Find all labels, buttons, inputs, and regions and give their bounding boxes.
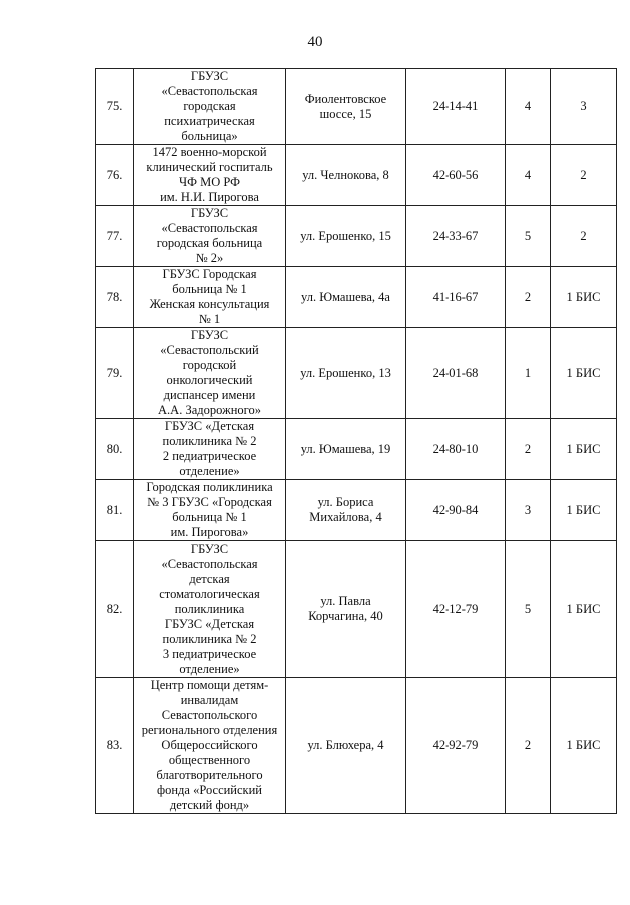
row-number: 76. xyxy=(96,145,134,206)
address: Фиолентовское шоссе, 15 xyxy=(286,69,406,145)
count-column-6: 1 БИС xyxy=(551,328,617,419)
count-column-6: 1 БИС xyxy=(551,419,617,480)
phone-number: 24-33-67 xyxy=(406,206,506,267)
count-column-5: 5 xyxy=(506,206,551,267)
phone-number: 41-16-67 xyxy=(406,267,506,328)
organization-name: ГБУЗС «Севастопольская городская психиатрическая больница» xyxy=(134,69,286,145)
organization-name: ГБУЗС «Севастопольская городская больница № 2» xyxy=(134,206,286,267)
table-row xyxy=(96,678,617,814)
count-column-5: 1 xyxy=(506,328,551,419)
count-column-5: 2 xyxy=(506,678,551,814)
count-column-5: 4 xyxy=(506,69,551,145)
organization-name: 1472 военно-морской клинический госпиталь ЧФ МО РФ им. Н.И. Пирогова xyxy=(134,145,286,206)
phone-number: 24-14-41 xyxy=(406,69,506,145)
row-number: 82. xyxy=(96,541,134,678)
count-column-5: 5 xyxy=(506,541,551,678)
row-number: 80. xyxy=(96,419,134,480)
organization-name: ГБУЗС «Детская поликлиника № 2 2 педиатрическое отделение» xyxy=(134,419,286,480)
table-row xyxy=(96,480,617,541)
count-column-6: 1 БИС xyxy=(551,267,617,328)
count-column-6: 2 xyxy=(551,145,617,206)
phone-number: 24-80-10 xyxy=(406,419,506,480)
organization-name: ГБУЗС «Севастопольский городской онкологический диспансер имени А.А. Задорожного» xyxy=(134,328,286,419)
count-column-5: 3 xyxy=(506,480,551,541)
table-row xyxy=(96,267,617,328)
table-row xyxy=(96,69,617,145)
address: ул. Павла Корчагина, 40 xyxy=(286,541,406,678)
row-number: 77. xyxy=(96,206,134,267)
address: ул. Ерошенко, 13 xyxy=(286,328,406,419)
row-number: 78. xyxy=(96,267,134,328)
phone-number: 42-92-79 xyxy=(406,678,506,814)
organization-name: Центр помощи детям- инвалидам Севастопольского регионального отделения Общероссийского общественного благотворительного фонда «Российский детский фонд» xyxy=(134,678,286,814)
phone-number: 42-12-79 xyxy=(406,541,506,678)
count-column-6: 3 xyxy=(551,69,617,145)
count-column-5: 2 xyxy=(506,267,551,328)
count-column-6: 1 БИС xyxy=(551,541,617,678)
phone-number: 42-90-84 xyxy=(406,480,506,541)
organization-name: Городская поликлиника № 3 ГБУЗС «Городская больница № 1 им. Пирогова» xyxy=(134,480,286,541)
phone-number: 42-60-56 xyxy=(406,145,506,206)
count-column-6: 1 БИС xyxy=(551,480,617,541)
address: ул. Юмашева, 19 xyxy=(286,419,406,480)
phone-number: 24-01-68 xyxy=(406,328,506,419)
row-number: 81. xyxy=(96,480,134,541)
address: ул. Блюхера, 4 xyxy=(286,678,406,814)
count-column-5: 4 xyxy=(506,145,551,206)
row-number: 83. xyxy=(96,678,134,814)
address: ул. Юмашева, 4а xyxy=(286,267,406,328)
row-number: 79. xyxy=(96,328,134,419)
address: ул. Бориса Михайлова, 4 xyxy=(286,480,406,541)
organization-name: ГБУЗС Городская больница № 1 Женская консультация № 1 xyxy=(134,267,286,328)
count-column-5: 2 xyxy=(506,419,551,480)
table-row xyxy=(96,145,617,206)
count-column-6: 2 xyxy=(551,206,617,267)
address: ул. Челнокова, 8 xyxy=(286,145,406,206)
organization-name: ГБУЗС «Севастопольская детская стоматологическая поликлиника ГБУЗС «Детская поликлиника № 2 3 педиатрическое отделение» xyxy=(134,541,286,678)
row-number: 75. xyxy=(96,69,134,145)
page-number: 40 xyxy=(307,34,323,50)
table-row xyxy=(96,206,617,267)
count-column-6: 1 БИС xyxy=(551,678,617,814)
table-row xyxy=(96,419,617,480)
facilities-table xyxy=(95,68,617,814)
table-row xyxy=(96,541,617,678)
table-row xyxy=(96,328,617,419)
address: ул. Ерошенко, 15 xyxy=(286,206,406,267)
